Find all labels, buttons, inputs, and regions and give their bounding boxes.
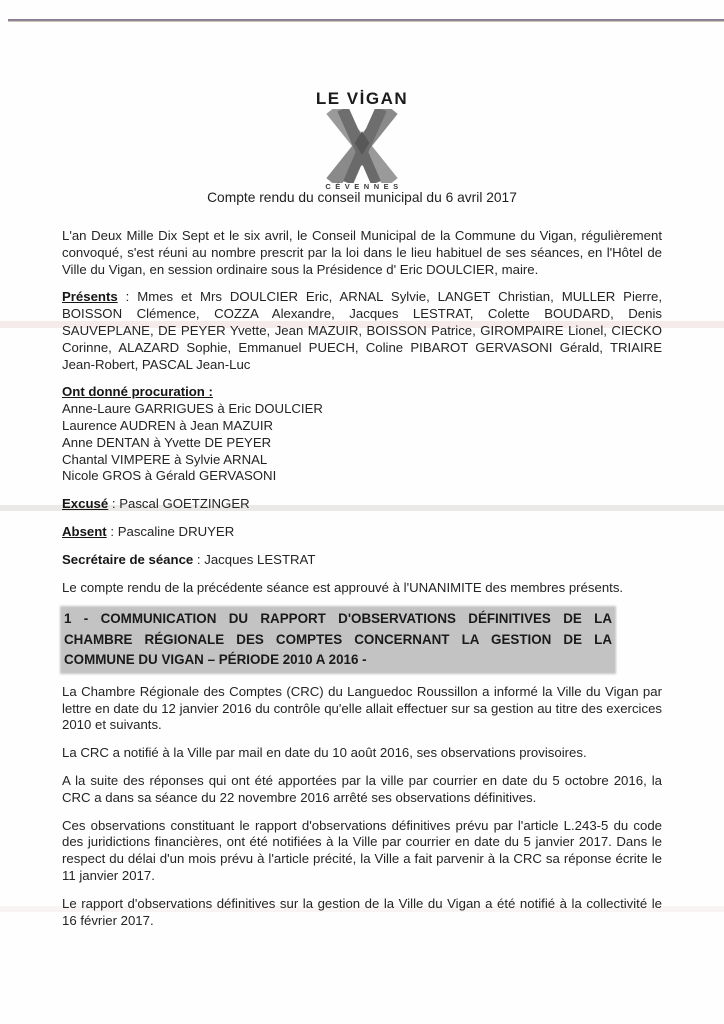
procuration-item: Chantal VIMPERE à Sylvie ARNAL — [62, 451, 268, 467]
procuration-item: Anne-Laure GARRIGUES à Eric DOULCIER — [62, 401, 323, 417]
secretary-label: Secrétaire de séance — [62, 551, 194, 567]
secretary-line — [62, 552, 662, 569]
excuse-label: Excusé — [62, 496, 109, 512]
document-title: Compte rendu du conseil municipal du 6 avril 2017 — [207, 190, 517, 205]
section-1-heading: 1 - COMMUNICATION DU RAPPORT D'OBSERVATIONS DÉFINITIVES DE LA CHAMBRE RÉGIONALE DES COMPTES CONCERNANT LA GESTION DE LA COMMUNE DU VIGAN – PÉRIODE 2010 A 2016 - — [62, 608, 614, 672]
presents-label: Présents — [62, 289, 118, 305]
document-body — [62, 228, 662, 940]
procuration-item: Nicole GROS à Gérald GERVASONI — [62, 468, 277, 484]
le-vigan-emblem-icon — [323, 109, 401, 183]
absent-line — [62, 524, 662, 541]
presents-list: : Mmes et Mrs DOULCIER Eric, ARNAL Sylvie, LANGET Christian, MULLER Pierre, BOISSON Clémence, COZZA Alexandre, Jacques LESTRAT, Colette BOUDARD, Denis SAUVEPLANE, DE PEYER Yvette, Jean MAZUIR, BOISSON Patrice, GIROMPAIRE Lionel, CIECKO Corinne, ALAZARD Sophie, Emmanuel PUECH, Coline PIBAROT GERVASONI Gérald, TRIAIRE Jean-Robert, PASCAL Jean-Luc — [62, 289, 662, 372]
approval-line: Le compte rendu de la précédente séance est approuvé à l'UNANIMITE des membres présents. — [62, 579, 624, 595]
section-1-paragraph: La Chambre Régionale des Comptes (CRC) du Languedoc Roussillon a informé la Ville du Vigan par lettre en date du 12 janvier 2016 du contrôle qu'elle allait effectuer sur sa gestion au titre des exercices 2010 et suivants. — [62, 683, 662, 733]
procuration-item: Anne DENTAN à Yvette DE PEYER — [62, 434, 272, 450]
absent-label: Absent — [62, 523, 107, 539]
section-1-paragraph: Ces observations constituant le rapport d'observations définitives prévu par l'article L.243-5 du code des juridictions financières, ont été notifiées à la Ville par courrier en date du 5 janvier 2017. Dans le respect du délai d'un mois prévu à l'article précité, la Ville a fait parvenir à la CRC sa réponse écrite le 11 janvier 2017. — [62, 817, 662, 884]
excuse-line — [62, 496, 662, 513]
scan-artifact-top-line — [8, 19, 724, 22]
procurations-label: Ont donné procuration : — [62, 384, 213, 400]
section-1-paragraph: A la suite des réponses qui ont été apportées par la ville par courrier en date du 5 octobre 2016, la CRC a dans sa séance du 22 novembre 2016 arrêté ses observations définitives. — [62, 773, 662, 805]
excuse-value: : Pascal GOETZINGER — [111, 496, 250, 512]
logo-wordmark: LE VİGAN — [315, 89, 409, 108]
absent-value: : Pascaline DRUYER — [110, 523, 235, 539]
logo-subtitle: CÉVENNES — [325, 182, 403, 191]
city-logo-block — [0, 90, 724, 196]
secretary-value: : Jacques LESTRAT — [196, 551, 316, 567]
procuration-item: Laurence AUDREN à Jean MAZUIR — [62, 417, 274, 433]
section-1-paragraph: Le rapport d'observations définitives sur la gestion de la Ville du Vigan a été notifié à la collectivité le 16 février 2017. — [62, 895, 662, 928]
section-1-paragraph: La CRC a notifié à la Ville par mail en date du 10 août 2016, ses observations provisoires. — [62, 745, 587, 761]
intro-paragraph: L'an Deux Mille Dix Sept et le six avril, le Conseil Municipal de la Commune du Vigan, régulièrement convoqué, s'est réuni au nombre prescrit par la loi dans le lieu habituel de ses séances, en l'Hôtel de Ville du Vigan, en session ordinaire sous la Présidence d' Eric DOULCIER, maire. — [62, 228, 662, 277]
procurations-block — [62, 384, 662, 485]
presents-paragraph — [62, 289, 662, 373]
